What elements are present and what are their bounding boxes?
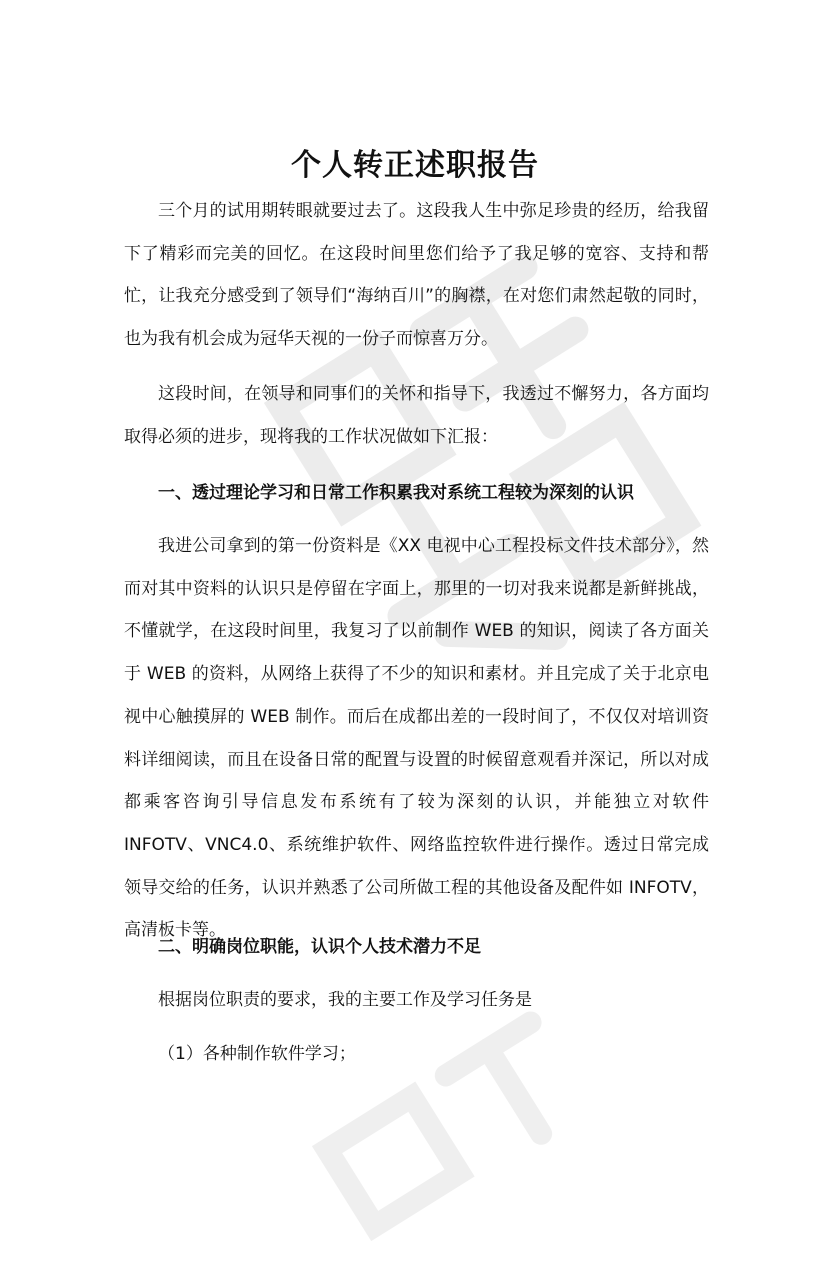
paragraph-section-2-intro: 根据岗位职责的要求，我的主要工作及学习任务是: [158, 990, 532, 1010]
paragraph-intro: 三个月的试用期转眼就要过去了。这段我人生中弥足珍贵的经历，给我留下了精彩而完美的回忆。在这段时间里您们给予了我足够的宽容、支持和帮忙，让我充分感受到了领导们“海纳百川”的胸襟，在对您们肃然起敬的同时，也为我有机会成为冠华天视的一份子而惊喜万分。: [124, 201, 709, 350]
list-item-1: （1）各种制作软件学习；: [158, 1044, 356, 1064]
paragraph-section-1: 我进公司拿到的第一份资料是《XX 电视中心工程投标文件技术部分》，然而对其中资料的认识只是停留在字面上，那里的一切对我来说都是新鲜挑战，不懂就学，在这段时间里，我复习了以前制作 WEB 的知识，阅读了各方面关于 WEB 的资料，从网络上获得了不少的知识和素材。并且完成了关于北京电视中心触摸屏的 WEB 制作。而后在成都出差的一段时间了，不仅仅对培训资料详细阅读，而且在设备日常的配置与设置的时候留意观看并深记，所以对成都乘客咨询引导信息发布系统有了较为深刻的认识，并能独立对软件 INFOTV、VNC4.0、系统维护软件、网络监控软件进行操作。透过日常完成领导交给的任务，认识并熟悉了公司所做工程的其他设备及配件如 INFOTV，高清板卡等。: [124, 536, 709, 941]
page-title: 个人转正述职报告: [291, 148, 539, 184]
paragraph-summary: 这段时间，在领导和同事们的关怀和指导下，我透过不懈努力，各方面均取得必须的进步，现将我的工作状况做如下汇报：: [124, 384, 709, 447]
section-heading-1: 一、透过理论学习和日常工作积累我对系统工程较为深刻的认识: [158, 483, 634, 503]
section-heading-2: 二、明确岗位职能，认识个人技术潜力不足: [158, 937, 481, 957]
